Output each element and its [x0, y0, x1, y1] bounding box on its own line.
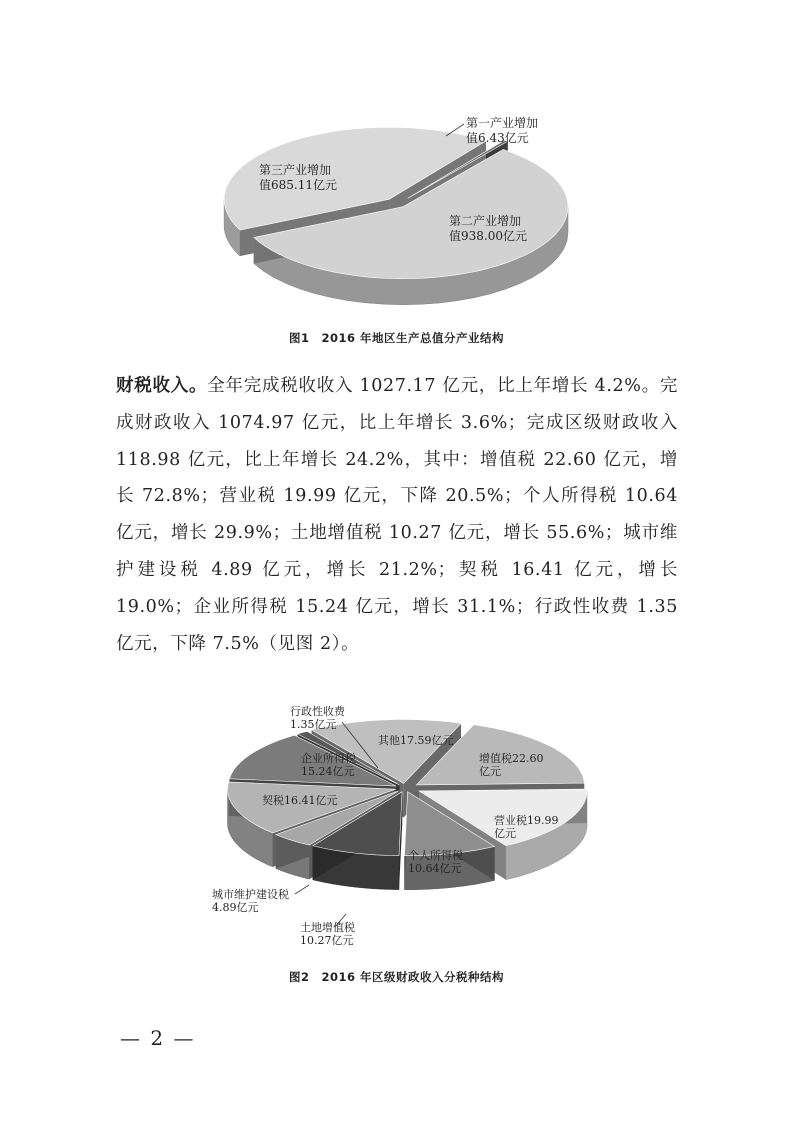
- slice-label-4: [212, 885, 309, 914]
- tax-pie-chart: [0, 692, 793, 956]
- svg-text:值685.11亿元: 值685.11亿元: [259, 178, 337, 192]
- svg-text:第三产业增加: 第三产业增加: [259, 163, 332, 177]
- figure2-caption: 图2 2016 年区级财政收入分税种结构: [288, 970, 504, 984]
- page-number: — 2 —: [120, 1026, 196, 1050]
- svg-text:1.35亿元: 1.35亿元: [290, 718, 337, 731]
- svg-text:行政性收费: 行政性收费: [290, 705, 345, 718]
- svg-text:第二产业增加: 第二产业增加: [449, 214, 522, 228]
- svg-text:个人所得税: 个人所得税: [408, 849, 463, 862]
- svg-text:10.27亿元: 10.27亿元: [300, 934, 354, 947]
- slice-label-5: [262, 793, 338, 807]
- svg-text:营业税19.99: 营业税19.99: [494, 814, 559, 827]
- svg-text:值938.00亿元: 值938.00亿元: [449, 229, 527, 243]
- slice-label-3: [300, 914, 355, 947]
- svg-text:其他17.59亿元: 其他17.59亿元: [378, 734, 454, 747]
- figure1-caption: 图1 2016 年地区生产总值分产业结构: [288, 331, 504, 345]
- tax-revenue-paragraph: [116, 368, 678, 662]
- svg-text:值6.43亿元: 值6.43亿元: [466, 131, 529, 145]
- svg-text:土地增值税: 土地增值税: [300, 921, 355, 934]
- slice-label-8: [378, 733, 454, 747]
- svg-text:城市维护建设税: 城市维护建设税: [212, 888, 289, 901]
- slice-label-6: [301, 751, 356, 778]
- svg-text:15.24亿元: 15.24亿元: [301, 765, 355, 778]
- svg-text:亿元: 亿元: [494, 827, 516, 840]
- svg-text:10.64亿元: 10.64亿元: [408, 862, 462, 875]
- svg-text:4.89亿元: 4.89亿元: [212, 901, 259, 914]
- svg-text:企业所得税: 企业所得税: [301, 752, 356, 765]
- svg-text:契税16.41亿元: 契税16.41亿元: [262, 794, 338, 807]
- svg-text:第一产业增加: 第一产业增加: [466, 116, 539, 130]
- slice-label-2: [408, 849, 463, 875]
- gdp-pie-chart: [0, 100, 793, 330]
- svg-text:增值税22.60: 增值税22.60: [479, 752, 544, 765]
- svg-text:亿元: 亿元: [479, 765, 501, 778]
- paragraph-lead: 财税收入。: [116, 376, 208, 396]
- paragraph-body: 全年完成税收收入 1027.17 亿元，比上年增长 4.2%。完成财政收入 1074.97 亿元，比上年增长 3.6%；完成区级财政收入 118.98 亿元，比上年增长 24.2%，其中：增值税 22.60 亿元，增长 72.8%；营业税 19.99 亿元，下降 20.5%；个人所得税 10.64 亿元，增长 29.9%；土地增值税 10.27 亿元，增长 55.6%；城市维护建设税 4.89 亿元，增长 21.2%；契税 16.41 亿元，增长 19.0%；企业所得税 15.24 亿元，增长 31.1%；行政性收费 1.35 亿元，下降 7.5%（见图 2）。: [116, 376, 679, 654]
